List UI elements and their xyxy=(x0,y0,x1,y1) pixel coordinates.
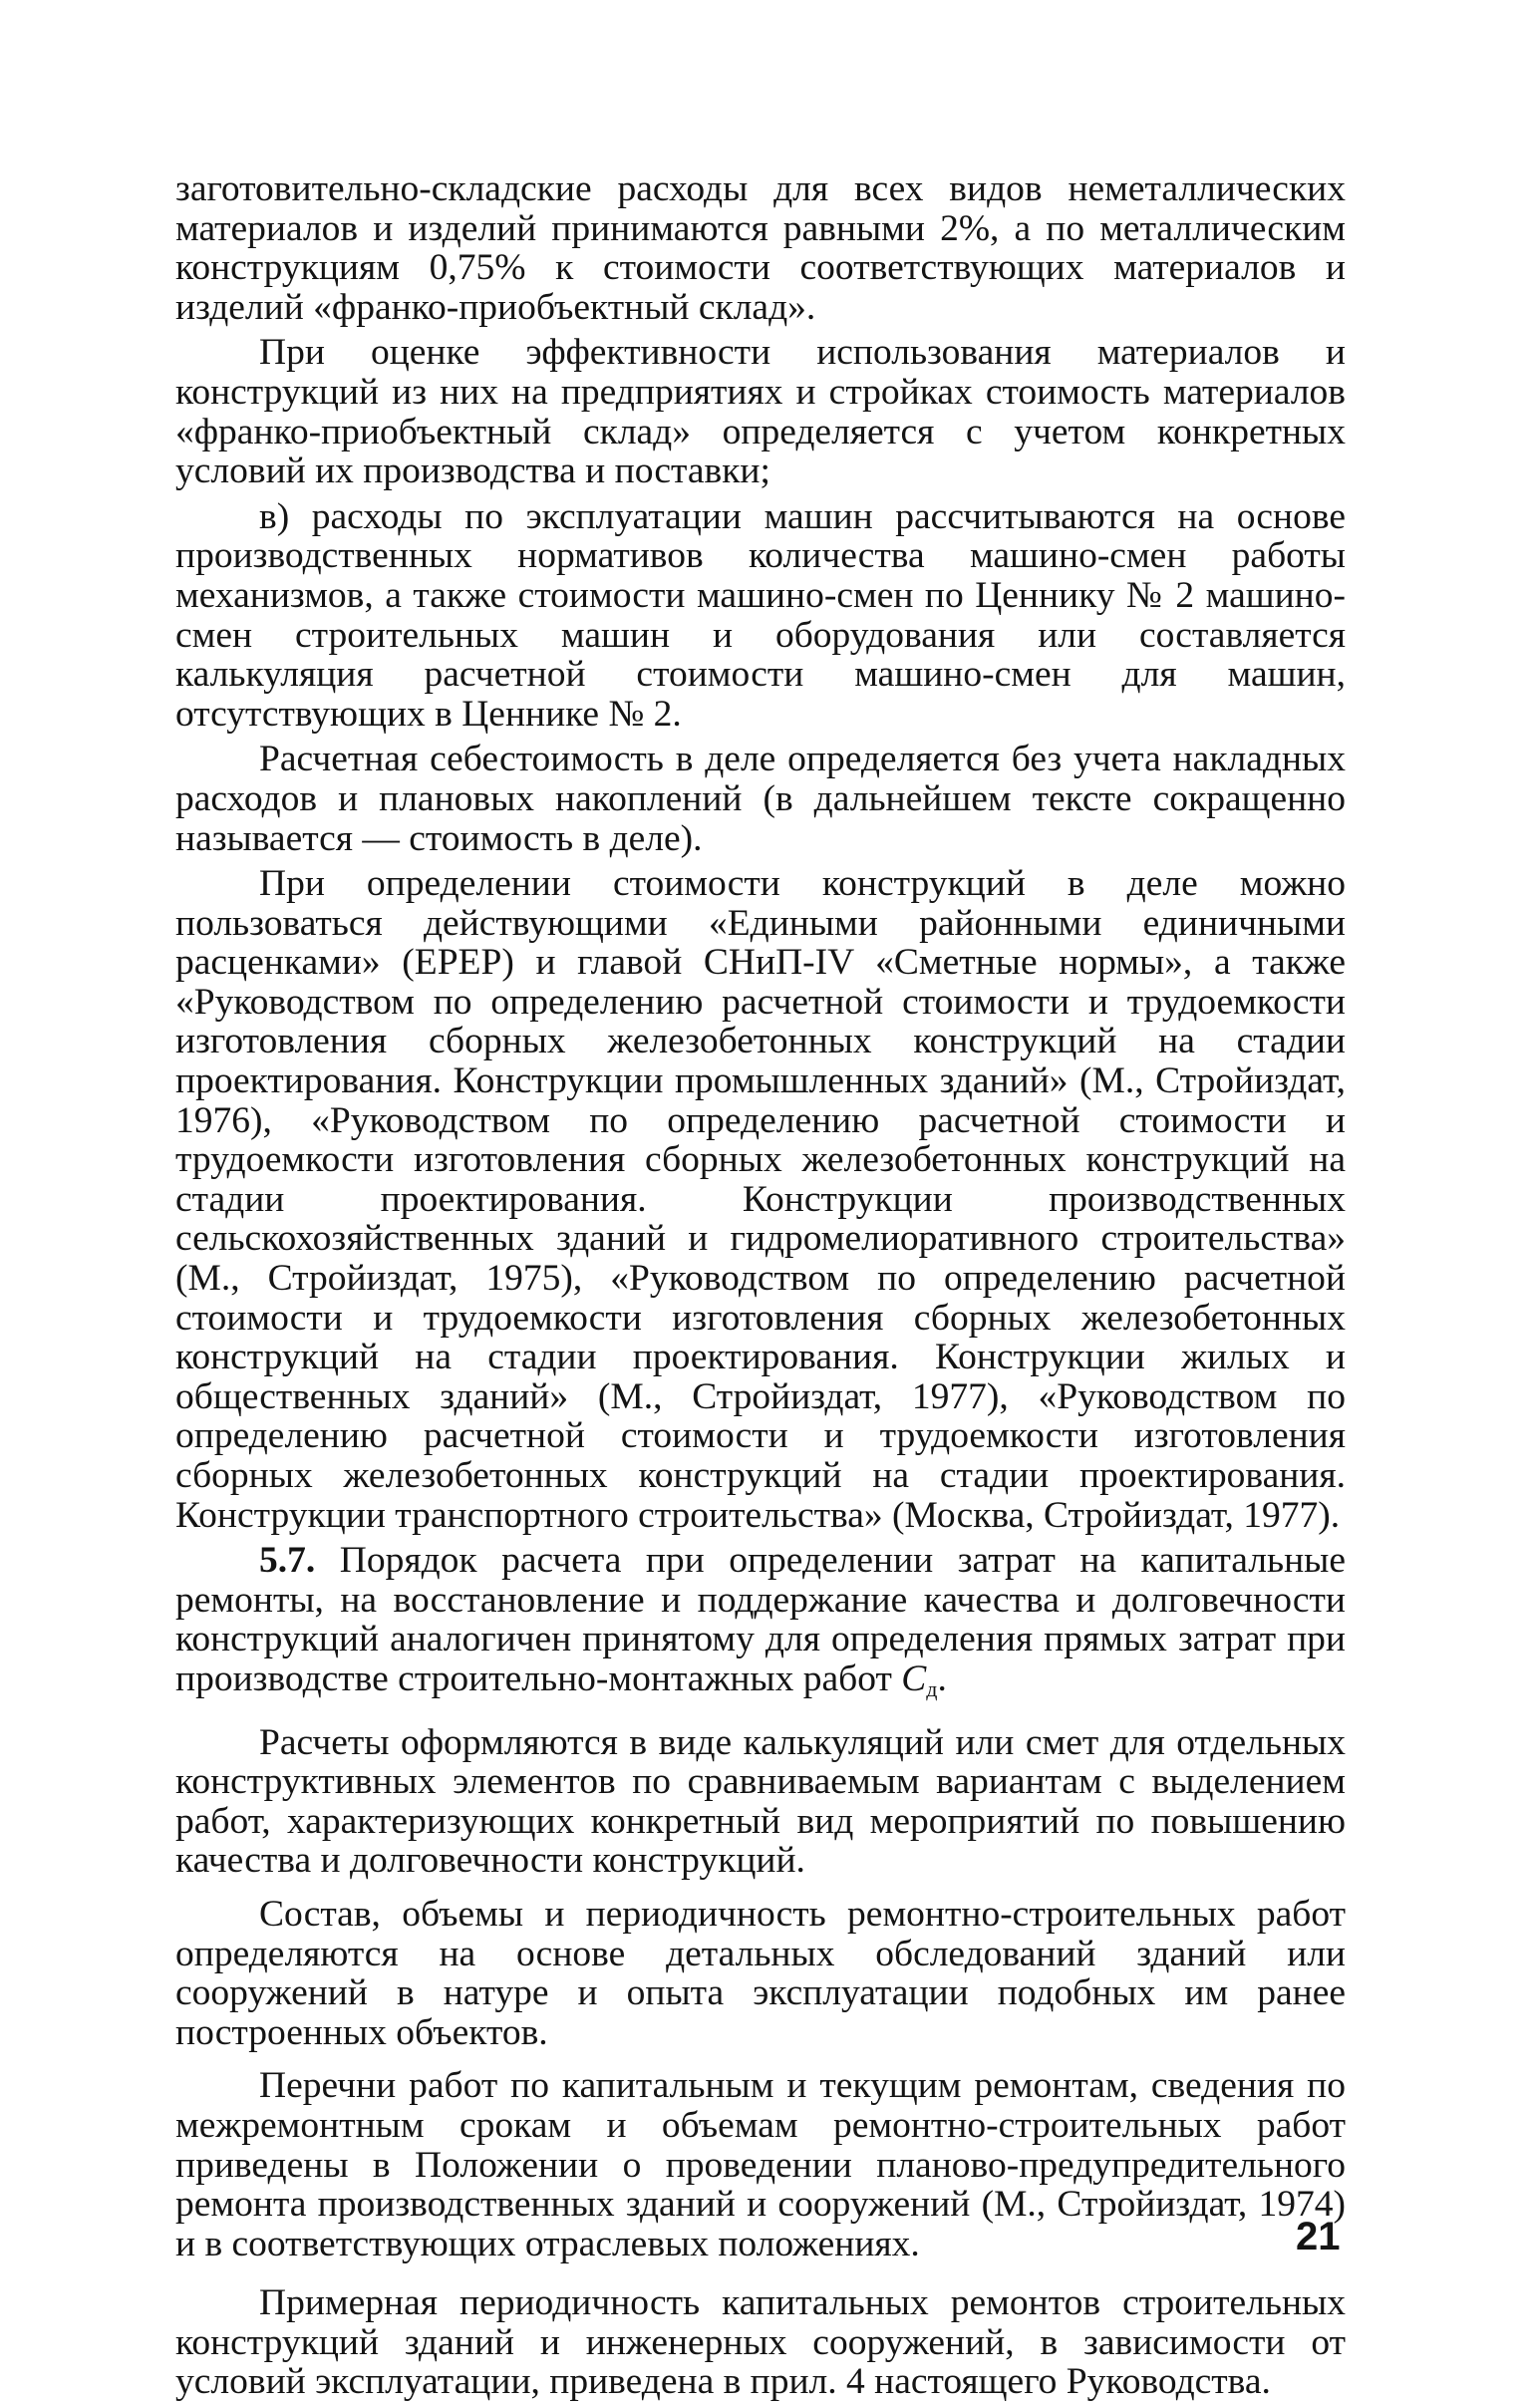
paragraph-cost-in-place: Расчетная себестоимость в деле определяется без учета накладных расходов и плановых накоплений (в дальнейшем тексте сокращенно называется — стоимость в деле). xyxy=(175,739,1346,859)
section-number: 5.7. xyxy=(259,1540,316,1582)
paragraph-efficiency-assessment: При оценке эффективности использования материалов и конструкций из них на предприятиях и стройках стоимость материалов «франко-приобъектный склад» определяется с учетом конкретных условий их производства и поставки; xyxy=(175,332,1346,492)
cost-symbol-subscript: д xyxy=(926,1675,938,1701)
cost-symbol: С xyxy=(901,1657,927,1699)
paragraph-section-5-7 xyxy=(175,1541,1346,1708)
paragraph-machine-expenses: в) расходы по эксплуатации машин рассчитываются на основе производственных нормативов количества машино-смен работы механизмов, а также стоимости машино-смен по Ценнику № 2 машино-смен строительных машин и оборудования или составляется калькуляция расчетной стоимости машино-смен для машин, отсутствующих в Ценнике № 2. xyxy=(175,495,1346,735)
paragraph-calculations: Расчеты оформляются в виде калькуляций или смет для отдельных конструктивных элементов по сравниваемым вариантам с выделением работ, характеризующих конкретный вид мероприятий по повышению качества и долговечности конструкций. xyxy=(175,1721,1346,1882)
paragraph-repair-lists: Перечни работ по капитальным и текущим ремонтам, сведения по межремонтным срокам и объемам ремонтно-строительных работ приведены в Положении о проведении планово-предупредительного ремонта производственных зданий и сооружений (М., Стройиздат, 1974) и в соответствующих отраслевых положениях. xyxy=(175,2065,1346,2264)
section-text: Порядок расчета при определении затрат на капитальные ремонты, на восстановление и поддержание качества и долговечности конструкций аналогичен принятому для определения прямых затрат при производстве строительно-монтажных работ xyxy=(175,1540,1347,1699)
page-number: 21 xyxy=(1296,2215,1341,2258)
page-body xyxy=(175,169,1346,2408)
paragraph-composition-volumes: Состав, объемы и периодичность ремонтно-строительных работ определяются на основе детальных обследований зданий или сооружений в натуре и опыта эксплуатации подобных им ранее построенных объектов. xyxy=(175,1893,1346,2053)
paragraph-materials-expenses: заготовительно-складские расходы для всех видов неметаллических материалов и изделий принимаются равными 2%, а по металлическим конструкциям 0,75% к стоимости соответствующих материалов и изделий «франко-приобъектный склад». xyxy=(175,168,1346,328)
paragraph-repair-periodicity: Примерная периодичность капитальных ремонтов строительных конструкций зданий и инженерных сооружений, в зависимости от условий эксплуатации, приведена в прил. 4 настоящего Руководства. xyxy=(175,2282,1346,2403)
paragraph-reference-documents: При определении стоимости конструкций в деле можно пользоваться действующими «Едиными районными единичными расценками» (ЕРЕР) и главой СНиП-IV «Сметные нормы», а также «Руководством по определению расчетной стоимости и трудоемкости изготовления сборных железобетонных конструкций на стадии проектирования. Конструкции промышленных зданий» (М., Стройиздат, 1976), «Руководством по определению расчетной стоимости и трудоемкости изготовления сборных железобетонных конструкций на стадии проектирования. Конструкции производственных сельскохозяйственных зданий и гидромелиоративного строительства» (М., Стройиздат, 1975), «Руководством по определению расчетной стоимости и трудоемкости изготовления сборных железобетонных конструкций на стадии проектирования. Конструкции жилых и общественных зданий» (М., Стройиздат, 1977), «Руководством по определению расчетной стоимости и трудоемкости изготовления сборных железобетонных конструкций на стадии проектирования. Конструкции транспортного строительства» (Москва, Стройиздат, 1977). xyxy=(175,863,1346,1536)
section-end: . xyxy=(937,1657,947,1699)
